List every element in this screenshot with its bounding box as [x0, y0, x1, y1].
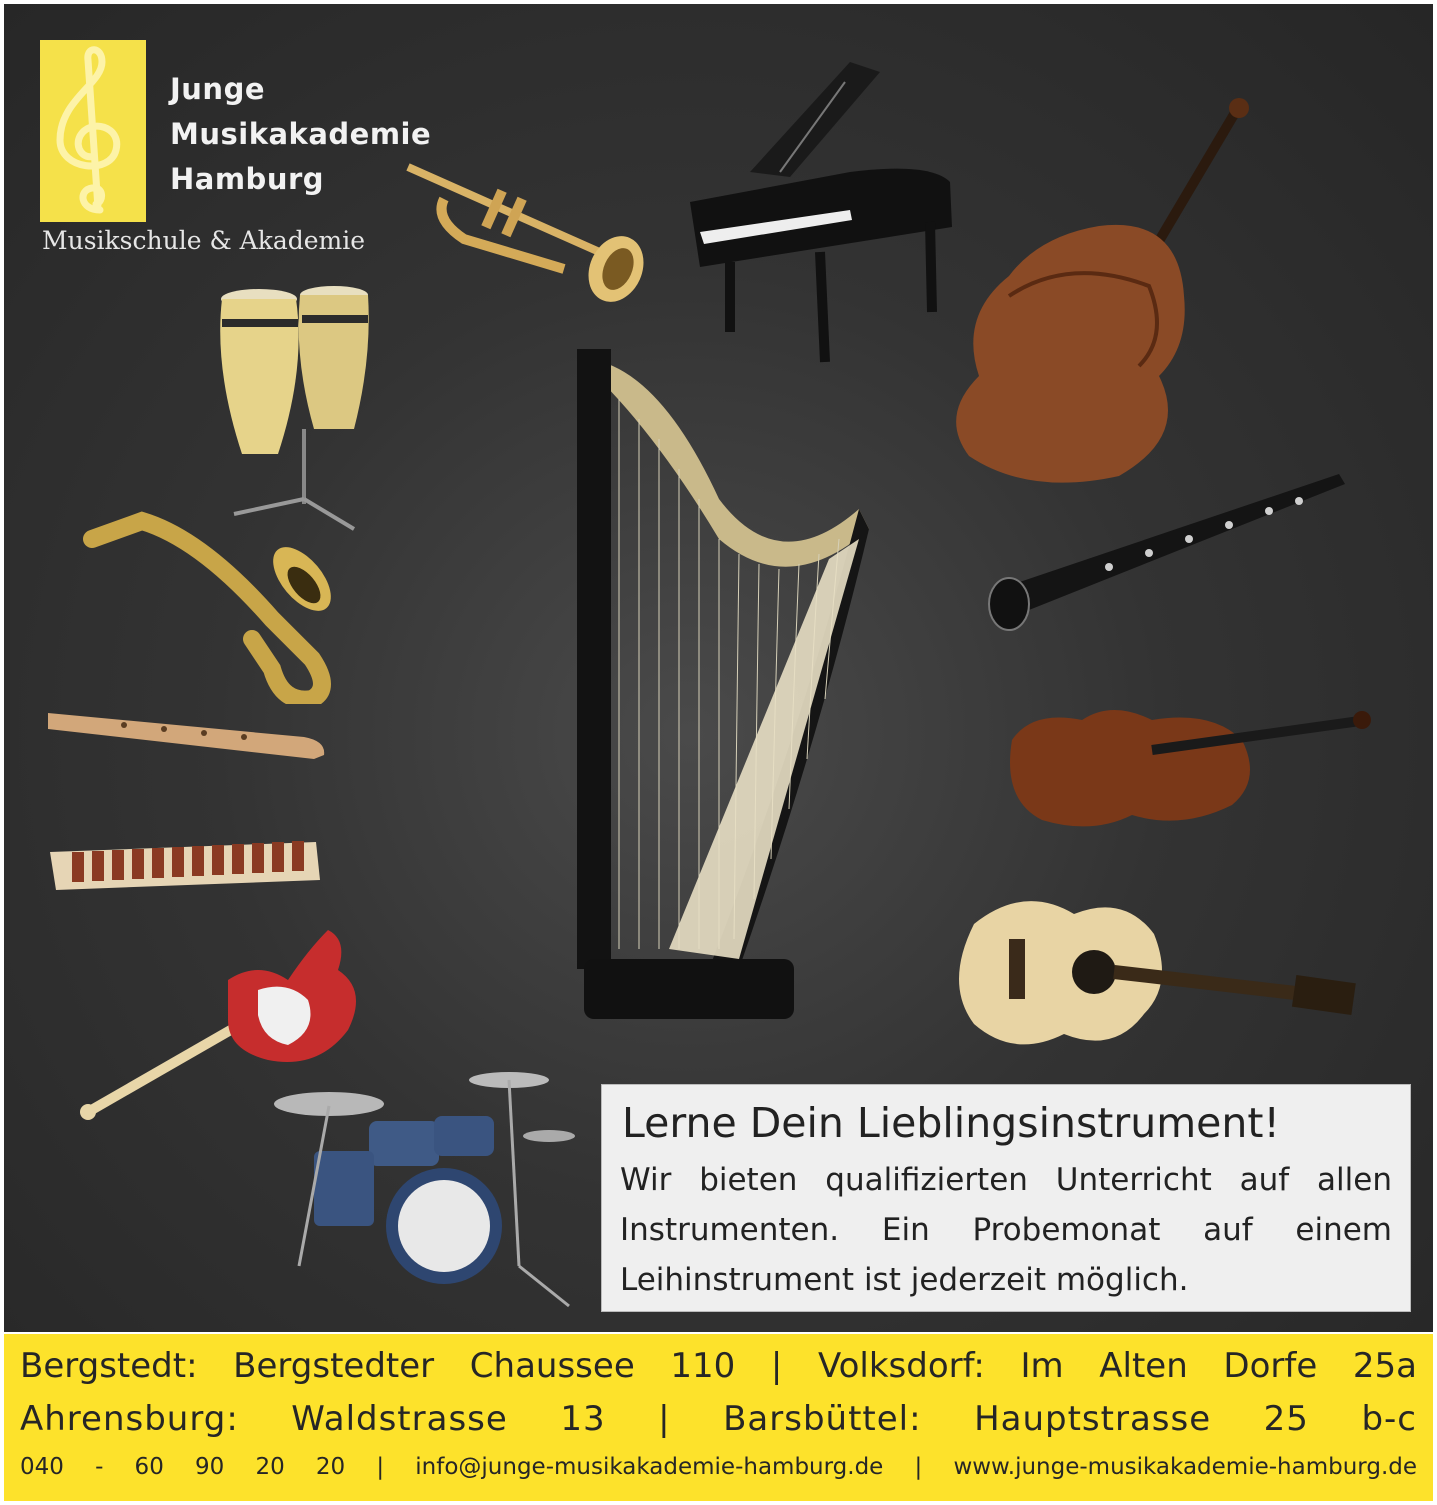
logo-line-3: Hamburg: [170, 162, 325, 196]
clarinet-image: [979, 459, 1354, 634]
logo-line-2: Musikakademie: [170, 117, 432, 151]
treble-clef-icon: [40, 40, 146, 222]
promo-headline: Lerne Dein Lieblingsinstrument!: [622, 1099, 1280, 1147]
xylophone-image: [46, 830, 326, 900]
footer-locations-1: Bergstedt: Bergstedter Chaussee 110 | Volksdorf: Im Alten Dorfe 25a: [20, 1346, 1417, 1386]
violin-image: [1002, 690, 1377, 835]
footer-locations-2: Ahrensburg: Waldstrasse 13 | Barsbüttel: Hauptstrasse 25 b-c: [20, 1399, 1417, 1439]
promo-box: [601, 1084, 1411, 1312]
logo-box: [40, 40, 146, 222]
logo-subtitle: Musikschule & Akademie: [42, 226, 366, 255]
harp-image: [559, 339, 889, 1029]
drum-kit-image: [269, 1066, 579, 1311]
conga-drums-image: [214, 279, 374, 534]
recorder-image: [44, 699, 329, 769]
acoustic-guitar-image: [954, 884, 1379, 1054]
grand-piano-image: [680, 52, 960, 367]
instrument-stage: [4, 4, 1433, 1332]
logo-line-1: Junge: [170, 72, 266, 106]
promo-body: Wir bieten qualifizierten Unterricht auf allen Instrumenten. Ein Probemonat auf einem Leihinstrument ist jederzeit möglich.: [620, 1162, 1392, 1298]
address-footer: [4, 1334, 1433, 1501]
footer-contact: 040 - 60 90 20 20 | info@junge-musikakademie-hamburg.de | www.junge-musikakademie-hamburg.de: [20, 1454, 1417, 1480]
saxophone-image: [82, 499, 367, 704]
trumpet-image: [404, 159, 649, 309]
cello-image: [949, 96, 1249, 491]
